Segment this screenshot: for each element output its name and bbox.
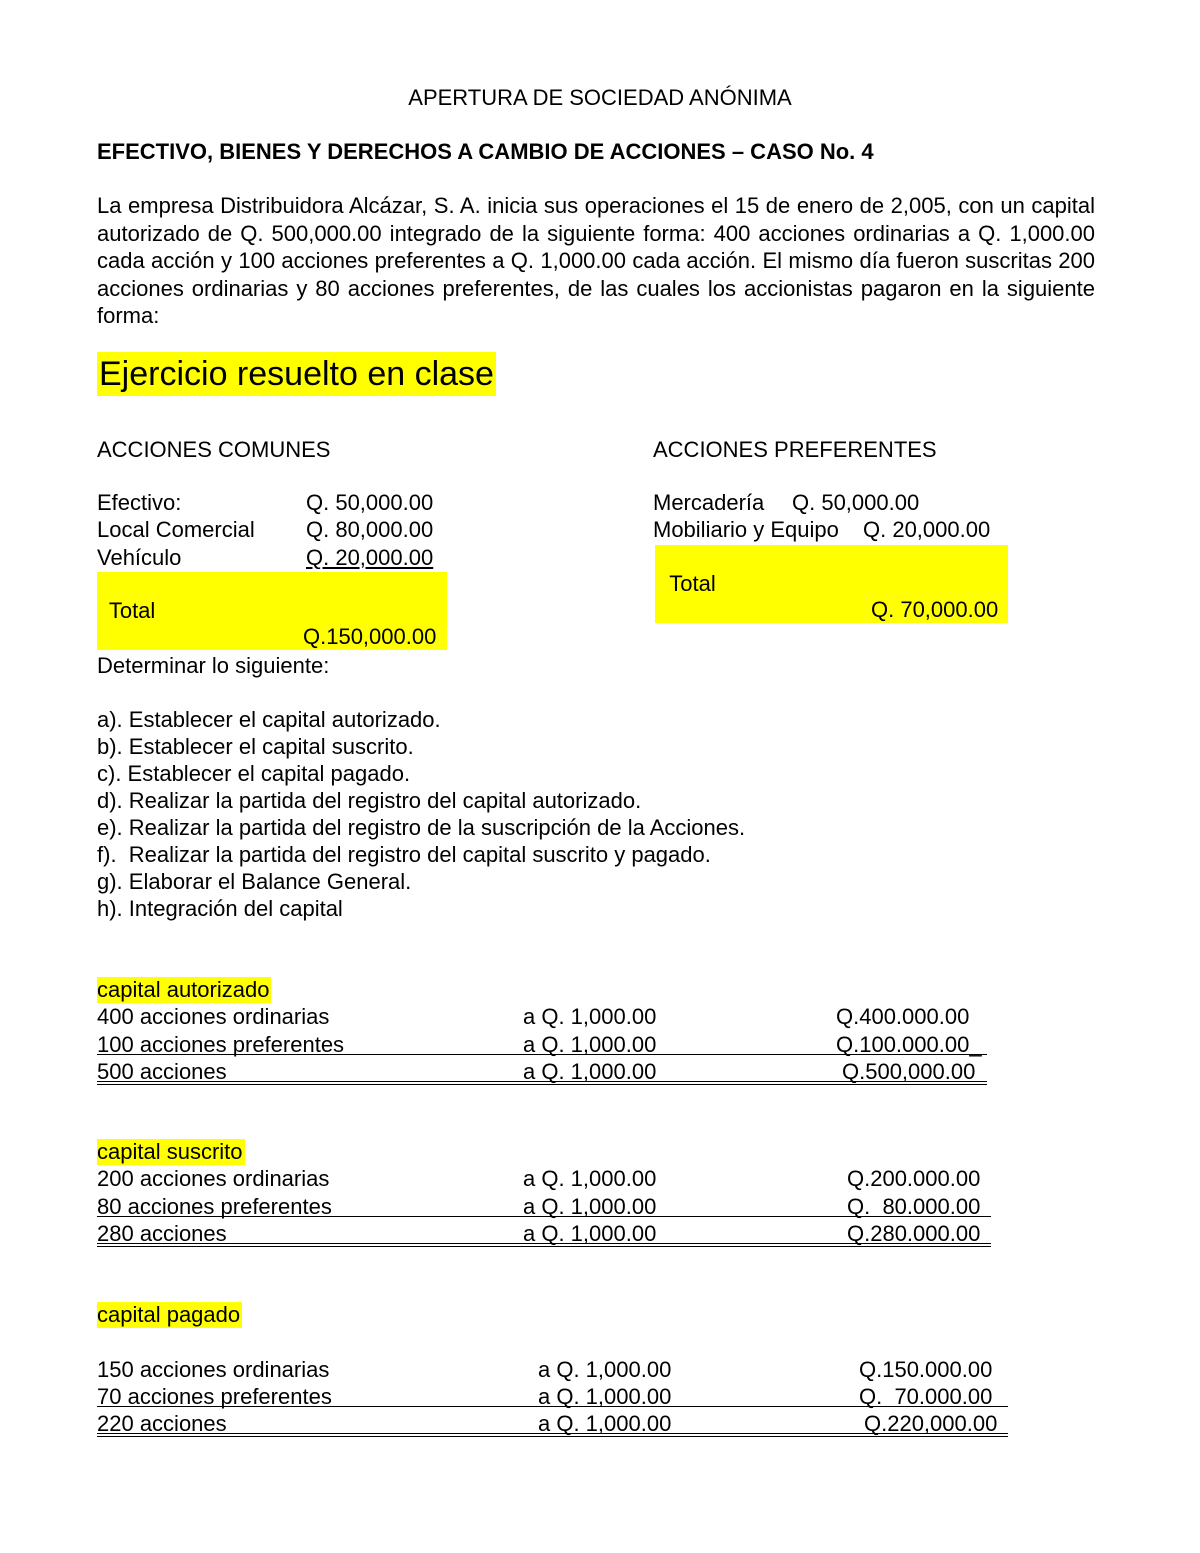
common-total-label: Total <box>108 598 156 623</box>
preferred-row-label: Mobiliario y Equipo <box>653 517 839 542</box>
task-item: h). Integración del capital <box>97 896 343 921</box>
preferred-row-amount: Q. 20,000.00 <box>863 517 991 542</box>
paid-row-desc: 70 acciones preferentes <box>97 1384 332 1409</box>
preferred-total-bar <box>655 545 1008 623</box>
preferred-shares-heading: ACCIONES PREFERENTES <box>653 437 937 462</box>
common-shares-heading: ACCIONES COMUNES <box>97 437 331 462</box>
common-row-label: Efectivo: <box>97 490 182 515</box>
paid-row-price: a Q. 1,000.00 <box>538 1411 672 1436</box>
case-subtitle: EFECTIVO, BIENES Y DERECHOS A CAMBIO DE ACCIONES – CASO No. 4 <box>97 139 874 164</box>
common-row-label: Local Comercial <box>97 517 255 542</box>
common-row-amount: Q. 80,000.00 <box>306 517 434 542</box>
authorized-row-price: a Q. 1,000.00 <box>523 1059 657 1084</box>
paid-row-amount: Q.150.000.00 <box>859 1357 993 1382</box>
task-item: a). Establecer el capital autorizado. <box>97 707 441 732</box>
subscribed-row-desc: 280 acciones <box>97 1221 227 1246</box>
common-row-amount: Q. 20,000.00 <box>306 545 434 570</box>
paid-row-amount: Q.220,000.00 <box>864 1411 998 1436</box>
paid-row-price: a Q. 1,000.00 <box>538 1357 672 1382</box>
preferred-total-amount: Q. 70,000.00 <box>871 597 999 622</box>
subscribed-row-price: a Q. 1,000.00 <box>523 1221 657 1246</box>
task-item: b). Establecer el capital suscrito. <box>97 734 414 759</box>
authorized-row-desc: 500 acciones <box>97 1059 227 1084</box>
subscribed-capital-heading: capital suscrito <box>97 1139 243 1164</box>
task-item: d). Realizar la partida del registro del capital autorizado. <box>97 788 642 813</box>
document-title: APERTURA DE SOCIEDAD ANÓNIMA <box>408 85 792 110</box>
authorized-row-amount: Q.500,000.00 <box>842 1059 976 1084</box>
task-item: g). Elaborar el Balance General. <box>97 869 412 894</box>
determine-heading: Determinar lo siguiente: <box>97 653 330 678</box>
task-item: f). Realizar la partida del registro del capital suscrito y pagado. <box>97 842 711 867</box>
authorized-row-desc: 100 acciones preferentes <box>97 1032 345 1057</box>
authorized-capital-heading: capital autorizado <box>97 977 270 1002</box>
subscribed-row-desc: 200 acciones ordinarias <box>97 1166 330 1191</box>
authorized-row-price: a Q. 1,000.00 <box>523 1004 657 1029</box>
common-row-amount: Q. 50,000.00 <box>306 490 434 515</box>
subtotal-rule <box>97 1054 987 1055</box>
task-item: c). Establecer el capital pagado. <box>97 761 411 786</box>
subscribed-row-amount: Q.280.000.00 <box>847 1221 981 1246</box>
task-item: e). Realizar la partida del registro de la suscripción de la Acciones. <box>97 815 746 840</box>
total-double-rule <box>97 1243 991 1247</box>
total-double-rule <box>97 1081 987 1085</box>
preferred-total-label: Total <box>669 571 716 596</box>
preferred-row-amount: Q. 50,000.00 <box>792 490 920 515</box>
paid-capital-heading: capital pagado <box>97 1302 241 1327</box>
subtotal-rule <box>97 1216 991 1217</box>
common-row-label: Vehículo <box>97 545 182 570</box>
paid-row-desc: 220 acciones <box>97 1411 227 1436</box>
authorized-row-amount: Q.400.000.00 <box>836 1004 970 1029</box>
authorized-row-desc: 400 acciones ordinarias <box>97 1004 330 1029</box>
subscribed-row-amount: Q.200.000.00 <box>847 1166 981 1191</box>
authorized-row-amount: Q.100.000.00_ <box>836 1032 982 1057</box>
subscribed-row-amount: Q. 80.000.00 <box>847 1194 981 1219</box>
paid-row-desc: 150 acciones ordinarias <box>97 1357 330 1382</box>
exercise-heading: Ejercicio resuelto en clase <box>97 352 496 396</box>
subscribed-row-desc: 80 acciones preferentes <box>97 1194 332 1219</box>
authorized-row-price: a Q. 1,000.00 <box>523 1032 657 1057</box>
subtotal-rule <box>97 1406 1008 1407</box>
subscribed-row-price: a Q. 1,000.00 <box>523 1166 657 1191</box>
common-total-amount: Q.150,000.00 <box>303 624 437 649</box>
preferred-row-label: Mercadería <box>653 490 765 515</box>
paid-row-price: a Q. 1,000.00 <box>538 1384 672 1409</box>
subscribed-row-price: a Q. 1,000.00 <box>523 1194 657 1219</box>
total-double-rule <box>97 1433 1008 1437</box>
paid-row-amount: Q. 70.000.00 <box>859 1384 993 1409</box>
common-total-bar <box>97 572 447 650</box>
intro-paragraph: La empresa Distribuidora Alcázar, S. A. inicia sus operaciones el 15 de enero de 2,005, con un capital autorizado de Q. 500,000.00 integrado de la siguiente forma: 400 acciones ordinarias a Q. 1,000.00 cada acción y 100 acciones preferentes a Q. 1,000.00 cada acción. El mismo día fueron suscritas 200 acciones ordinarias y 80 acciones preferentes, de las cuales los accionistas pagaron en la siguiente forma: <box>97 193 1095 328</box>
